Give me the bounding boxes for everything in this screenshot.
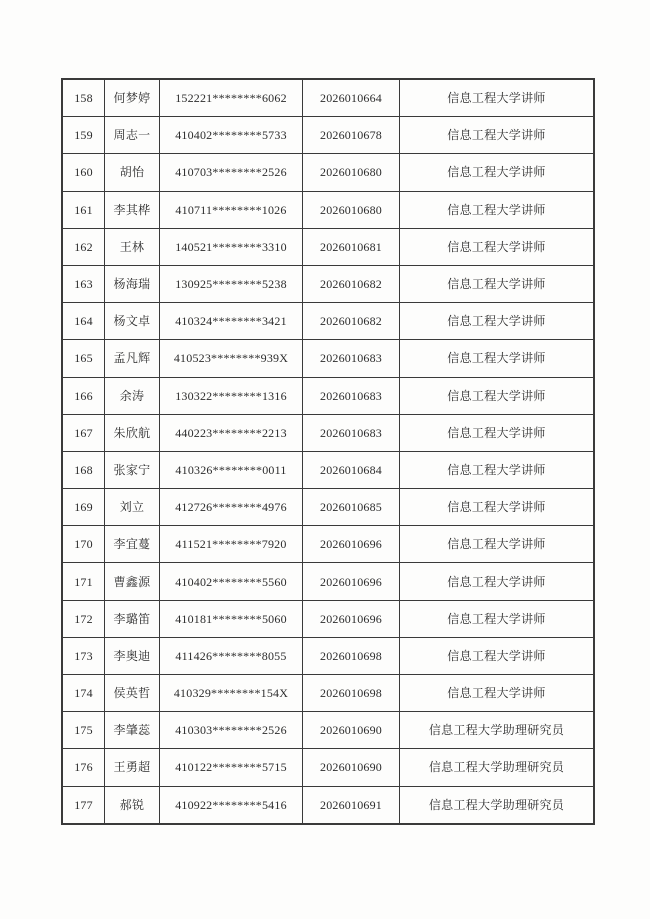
cell-title: 信息工程大学讲师 xyxy=(400,191,595,228)
cell-cert_no: 2026010690 xyxy=(303,712,400,749)
cell-title: 信息工程大学讲师 xyxy=(400,154,595,191)
cell-index: 160 xyxy=(62,154,105,191)
table-row xyxy=(62,600,594,637)
cell-title: 信息工程大学讲师 xyxy=(400,489,595,526)
cell-index: 165 xyxy=(62,340,105,377)
cell-index: 172 xyxy=(62,600,105,637)
cell-id_masked: 410402********5560 xyxy=(160,563,303,600)
cell-title: 信息工程大学助理研究员 xyxy=(400,749,595,786)
cell-name: 孟凡辉 xyxy=(105,340,160,377)
cell-name: 曹鑫源 xyxy=(105,563,160,600)
table-row xyxy=(62,154,594,191)
cell-title: 信息工程大学讲师 xyxy=(400,637,595,674)
cell-title: 信息工程大学讲师 xyxy=(400,79,595,117)
cell-name: 郝锐 xyxy=(105,786,160,824)
cell-cert_no: 2026010684 xyxy=(303,451,400,488)
cell-index: 177 xyxy=(62,786,105,824)
cell-cert_no: 2026010683 xyxy=(303,414,400,451)
cell-index: 168 xyxy=(62,451,105,488)
cell-index: 163 xyxy=(62,265,105,302)
cell-id_masked: 410523********939X xyxy=(160,340,303,377)
cell-name: 侯英哲 xyxy=(105,675,160,712)
table-row xyxy=(62,712,594,749)
cell-name: 周志一 xyxy=(105,117,160,154)
cell-index: 175 xyxy=(62,712,105,749)
cell-title: 信息工程大学讲师 xyxy=(400,265,595,302)
cell-cert_no: 2026010678 xyxy=(303,117,400,154)
cell-cert_no: 2026010696 xyxy=(303,526,400,563)
cell-id_masked: 410329********154X xyxy=(160,675,303,712)
cell-name: 李奥迪 xyxy=(105,637,160,674)
cell-index: 161 xyxy=(62,191,105,228)
cell-cert_no: 2026010680 xyxy=(303,191,400,228)
cell-name: 刘立 xyxy=(105,489,160,526)
cell-name: 朱欣航 xyxy=(105,414,160,451)
cell-id_masked: 410922********5416 xyxy=(160,786,303,824)
cell-title: 信息工程大学助理研究员 xyxy=(400,712,595,749)
cell-name: 李宜蔓 xyxy=(105,526,160,563)
cell-title: 信息工程大学讲师 xyxy=(400,600,595,637)
cell-cert_no: 2026010683 xyxy=(303,377,400,414)
cell-cert_no: 2026010691 xyxy=(303,786,400,824)
cell-id_masked: 410303********2526 xyxy=(160,712,303,749)
cell-id_masked: 130322********1316 xyxy=(160,377,303,414)
cell-cert_no: 2026010696 xyxy=(303,600,400,637)
table-row xyxy=(62,117,594,154)
cell-name: 杨海瑞 xyxy=(105,265,160,302)
cell-index: 164 xyxy=(62,303,105,340)
cell-name: 王林 xyxy=(105,228,160,265)
cell-id_masked: 140521********3310 xyxy=(160,228,303,265)
cell-id_masked: 411521********7920 xyxy=(160,526,303,563)
cell-name: 张家宁 xyxy=(105,451,160,488)
cell-title: 信息工程大学讲师 xyxy=(400,303,595,340)
table-row xyxy=(62,191,594,228)
cell-index: 173 xyxy=(62,637,105,674)
cell-cert_no: 2026010682 xyxy=(303,303,400,340)
cell-title: 信息工程大学讲师 xyxy=(400,451,595,488)
cell-id_masked: 440223********2213 xyxy=(160,414,303,451)
table-row xyxy=(62,451,594,488)
table-row xyxy=(62,637,594,674)
cell-cert_no: 2026010698 xyxy=(303,637,400,674)
cell-id_masked: 411426********8055 xyxy=(160,637,303,674)
personnel-table xyxy=(61,78,595,825)
cell-cert_no: 2026010680 xyxy=(303,154,400,191)
cell-index: 170 xyxy=(62,526,105,563)
cell-name: 李肇蕊 xyxy=(105,712,160,749)
cell-index: 162 xyxy=(62,228,105,265)
cell-title: 信息工程大学讲师 xyxy=(400,377,595,414)
table-row xyxy=(62,228,594,265)
cell-index: 166 xyxy=(62,377,105,414)
cell-name: 李其桦 xyxy=(105,191,160,228)
cell-id_masked: 412726********4976 xyxy=(160,489,303,526)
cell-cert_no: 2026010696 xyxy=(303,563,400,600)
cell-name: 余涛 xyxy=(105,377,160,414)
cell-title: 信息工程大学讲师 xyxy=(400,563,595,600)
table-row xyxy=(62,526,594,563)
cell-id_masked: 410326********0011 xyxy=(160,451,303,488)
cell-id_masked: 410703********2526 xyxy=(160,154,303,191)
table-row xyxy=(62,265,594,302)
cell-id_masked: 410711********1026 xyxy=(160,191,303,228)
cell-title: 信息工程大学讲师 xyxy=(400,526,595,563)
table-row xyxy=(62,340,594,377)
table-row xyxy=(62,786,594,824)
cell-title: 信息工程大学讲师 xyxy=(400,228,595,265)
cell-cert_no: 2026010682 xyxy=(303,265,400,302)
cell-cert_no: 2026010690 xyxy=(303,749,400,786)
cell-title: 信息工程大学讲师 xyxy=(400,340,595,377)
table-row xyxy=(62,563,594,600)
cell-id_masked: 410181********5060 xyxy=(160,600,303,637)
cell-name: 杨文卓 xyxy=(105,303,160,340)
cell-index: 169 xyxy=(62,489,105,526)
cell-title: 信息工程大学讲师 xyxy=(400,117,595,154)
cell-cert_no: 2026010681 xyxy=(303,228,400,265)
cell-index: 167 xyxy=(62,414,105,451)
cell-id_masked: 410402********5733 xyxy=(160,117,303,154)
cell-name: 王勇超 xyxy=(105,749,160,786)
cell-title: 信息工程大学讲师 xyxy=(400,675,595,712)
table-body xyxy=(62,79,594,824)
cell-cert_no: 2026010664 xyxy=(303,79,400,117)
cell-name: 胡怡 xyxy=(105,154,160,191)
cell-id_masked: 152221********6062 xyxy=(160,79,303,117)
cell-title: 信息工程大学助理研究员 xyxy=(400,786,595,824)
cell-index: 159 xyxy=(62,117,105,154)
cell-index: 176 xyxy=(62,749,105,786)
cell-name: 李璐笛 xyxy=(105,600,160,637)
cell-index: 171 xyxy=(62,563,105,600)
table-row xyxy=(62,377,594,414)
table-row xyxy=(62,303,594,340)
table-row xyxy=(62,79,594,117)
cell-cert_no: 2026010698 xyxy=(303,675,400,712)
table-row xyxy=(62,489,594,526)
cell-id_masked: 410324********3421 xyxy=(160,303,303,340)
cell-id_masked: 130925********5238 xyxy=(160,265,303,302)
cell-name: 何梦婷 xyxy=(105,79,160,117)
cell-index: 174 xyxy=(62,675,105,712)
table-row xyxy=(62,749,594,786)
cell-id_masked: 410122********5715 xyxy=(160,749,303,786)
cell-title: 信息工程大学讲师 xyxy=(400,414,595,451)
table-row xyxy=(62,414,594,451)
cell-index: 158 xyxy=(62,79,105,117)
cell-cert_no: 2026010685 xyxy=(303,489,400,526)
table-row xyxy=(62,675,594,712)
cell-cert_no: 2026010683 xyxy=(303,340,400,377)
